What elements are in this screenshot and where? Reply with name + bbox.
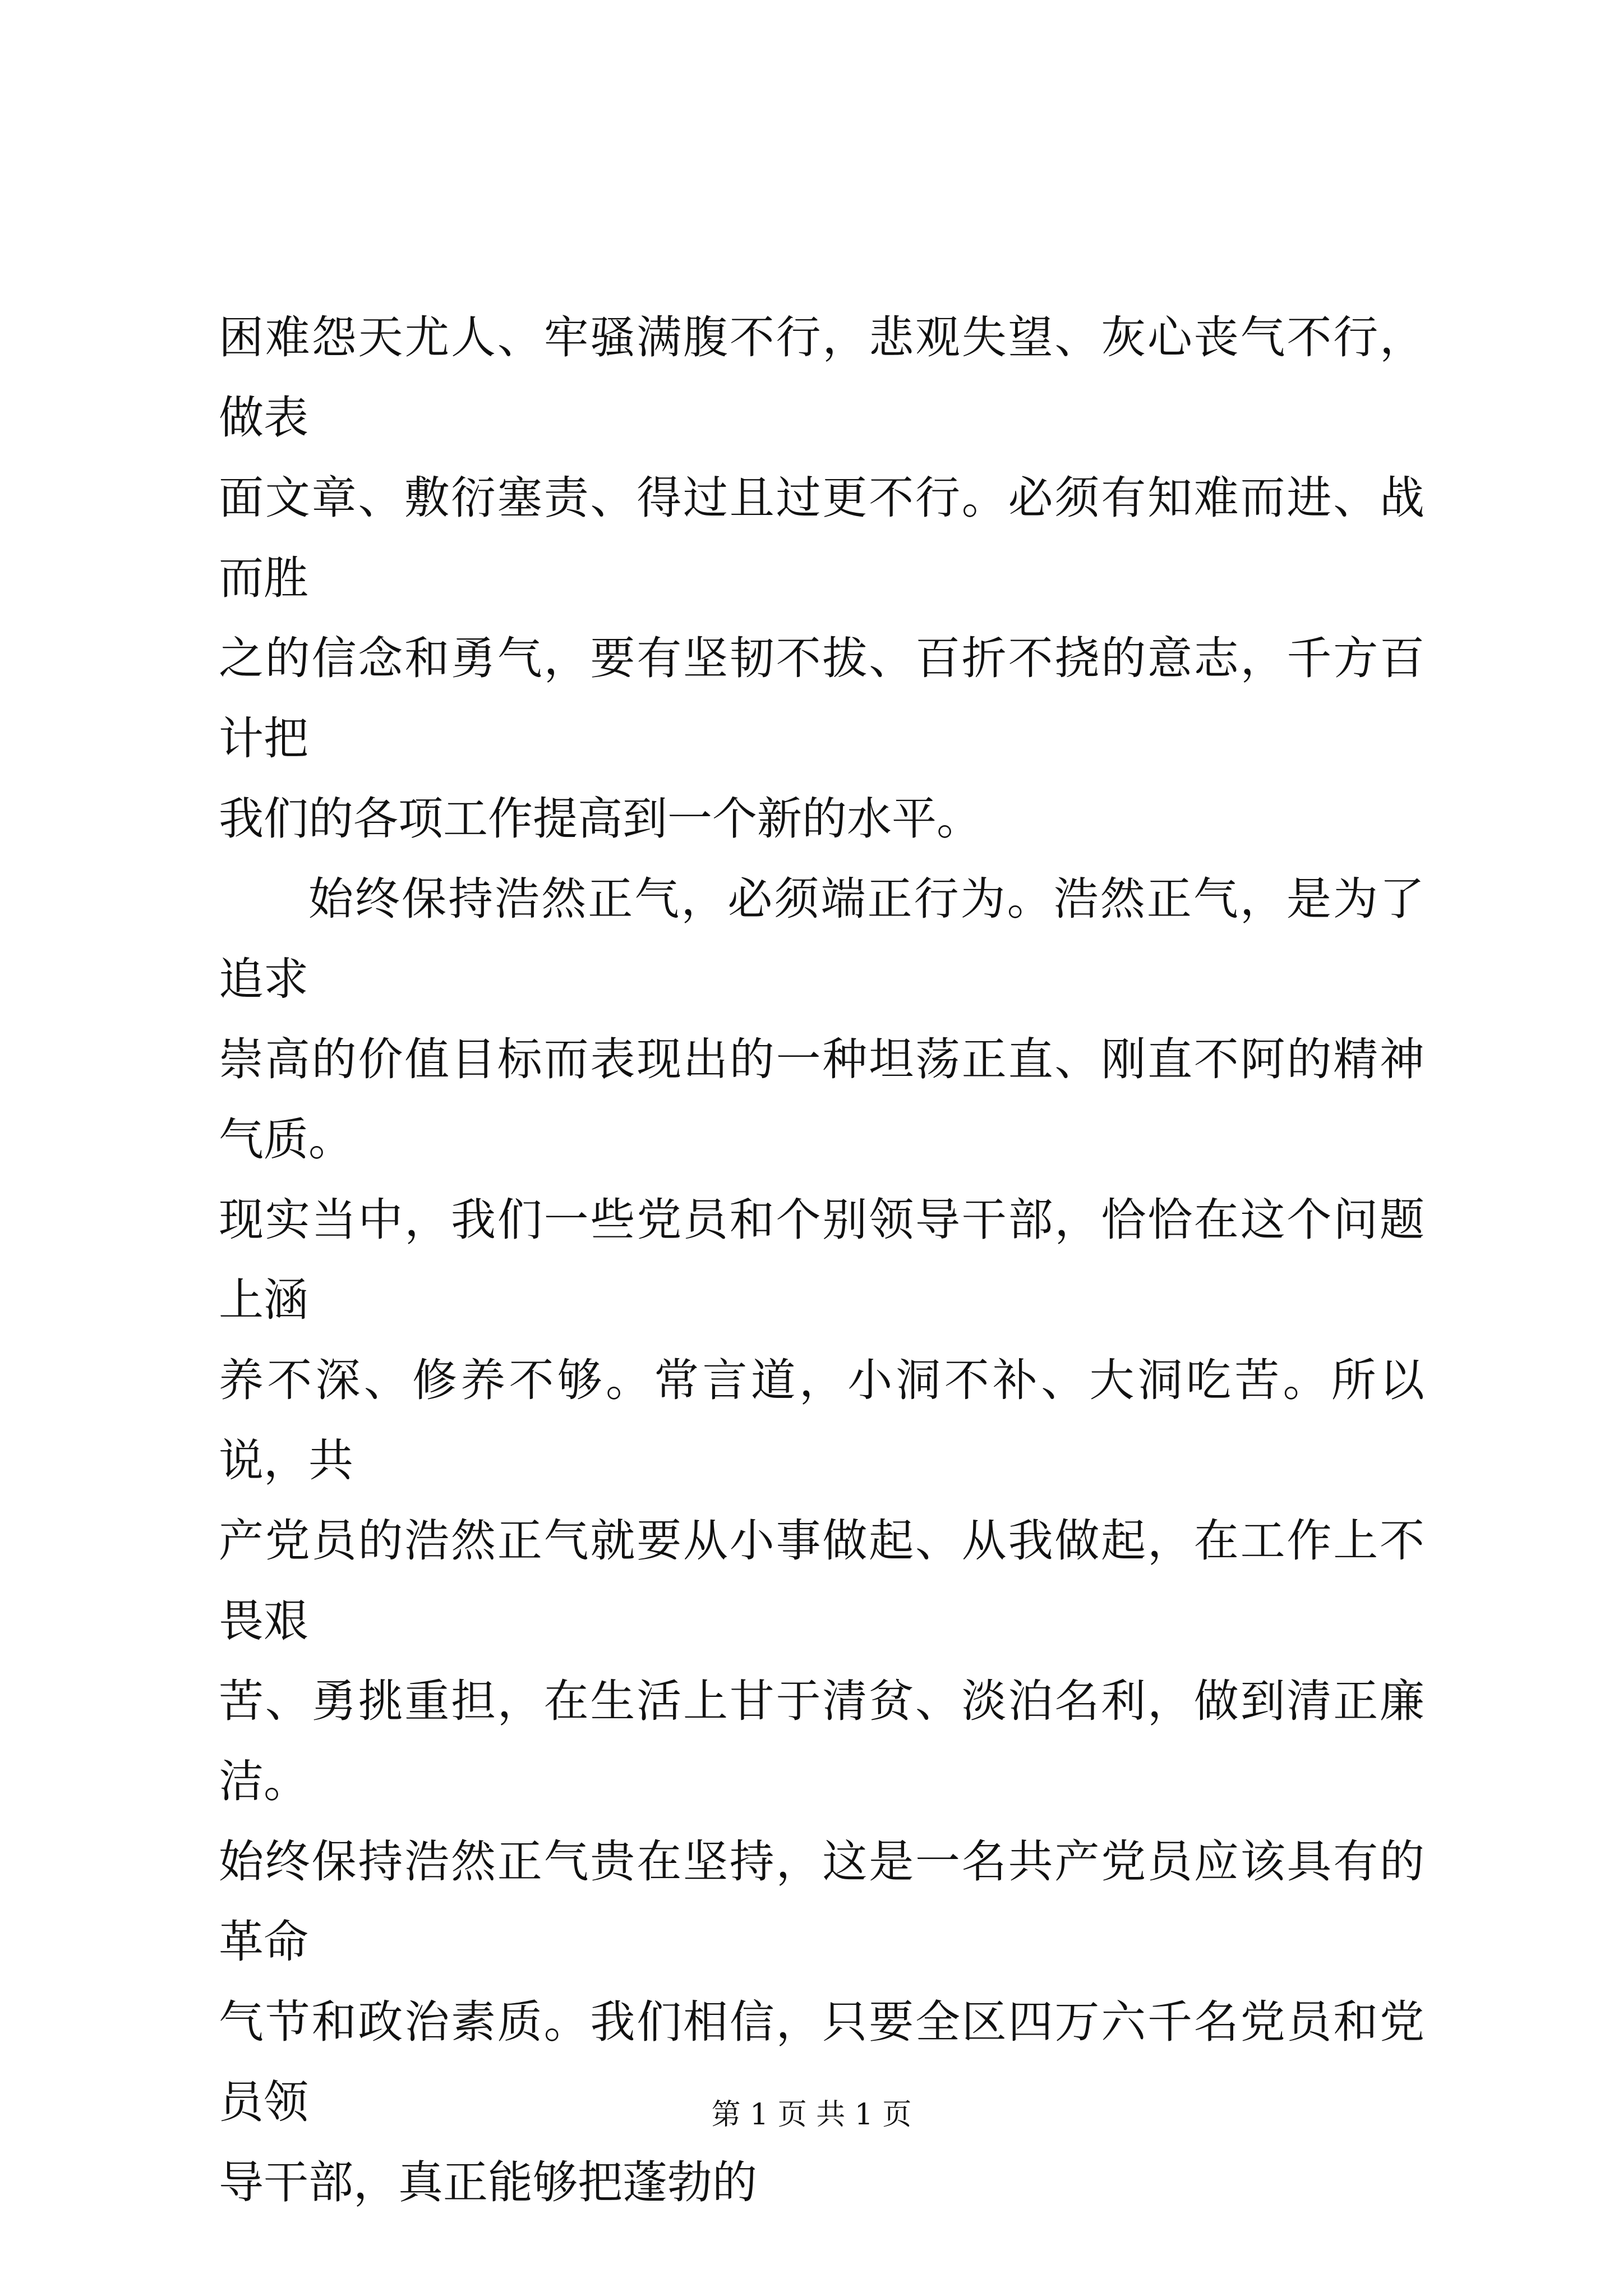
paragraph-1-line-3: 之的信念和勇气，要有坚韧不拔、百折不挠的意志，千方百计把 bbox=[219, 632, 1424, 765]
paragraph-2-line-2: 崇高的价值目标而表现出的一种坦荡正直、刚直不阿的精神气质。 bbox=[219, 1033, 1424, 1166]
paragraph-1-line-2: 面文章、敷衍塞责、得过且过更不行。必须有知难而进、战而胜 bbox=[219, 472, 1424, 604]
paragraph-2-line-5: 产党员的浩然正气就要从小事做起、从我做起，在工作上不畏艰 bbox=[219, 1515, 1424, 1647]
paragraph-2-line-7: 始终保持浩然正气贵在坚持，这是一名共产党员应该具有的革命 bbox=[219, 1835, 1424, 1968]
paragraph-1-line-4: 我们的各项工作提高到一个新的水平。 bbox=[219, 793, 981, 845]
document-body bbox=[219, 297, 1424, 2223]
page-footer bbox=[0, 2095, 1623, 2134]
paragraph-2-line-6: 苦、勇挑重担，在生活上甘于清贫、淡泊名利，做到清正廉洁。 bbox=[219, 1675, 1424, 1807]
paragraph-2-line-9: 导干部，真正能够把蓬勃的 bbox=[219, 2156, 757, 2208]
paragraph-2-line-8: 气节和政治素质。我们相信，只要全区四万六千名党员和党员领 bbox=[219, 1996, 1424, 2128]
paragraph-2 bbox=[219, 859, 1424, 2223]
paragraph-2-line-1: 始终保持浩然正气，必须端正行为。浩然正气，是为了追求 bbox=[219, 873, 1424, 1005]
paragraph-2-line-3: 现实当中，我们一些党员和个别领导干部，恰恰在这个问题上涵 bbox=[219, 1194, 1424, 1326]
paragraph-2-line-4: 养不深、修养不够。常言道，小洞不补、大洞吃苦。所以说，共 bbox=[219, 1354, 1424, 1487]
page-number-label: 第 1 页 共 1 页 bbox=[711, 2098, 912, 2132]
paragraph-1 bbox=[219, 297, 1424, 859]
paragraph-1-line-1: 困难怨天尤人、牢骚满腹不行，悲观失望、灰心丧气不行，做表 bbox=[219, 311, 1424, 444]
